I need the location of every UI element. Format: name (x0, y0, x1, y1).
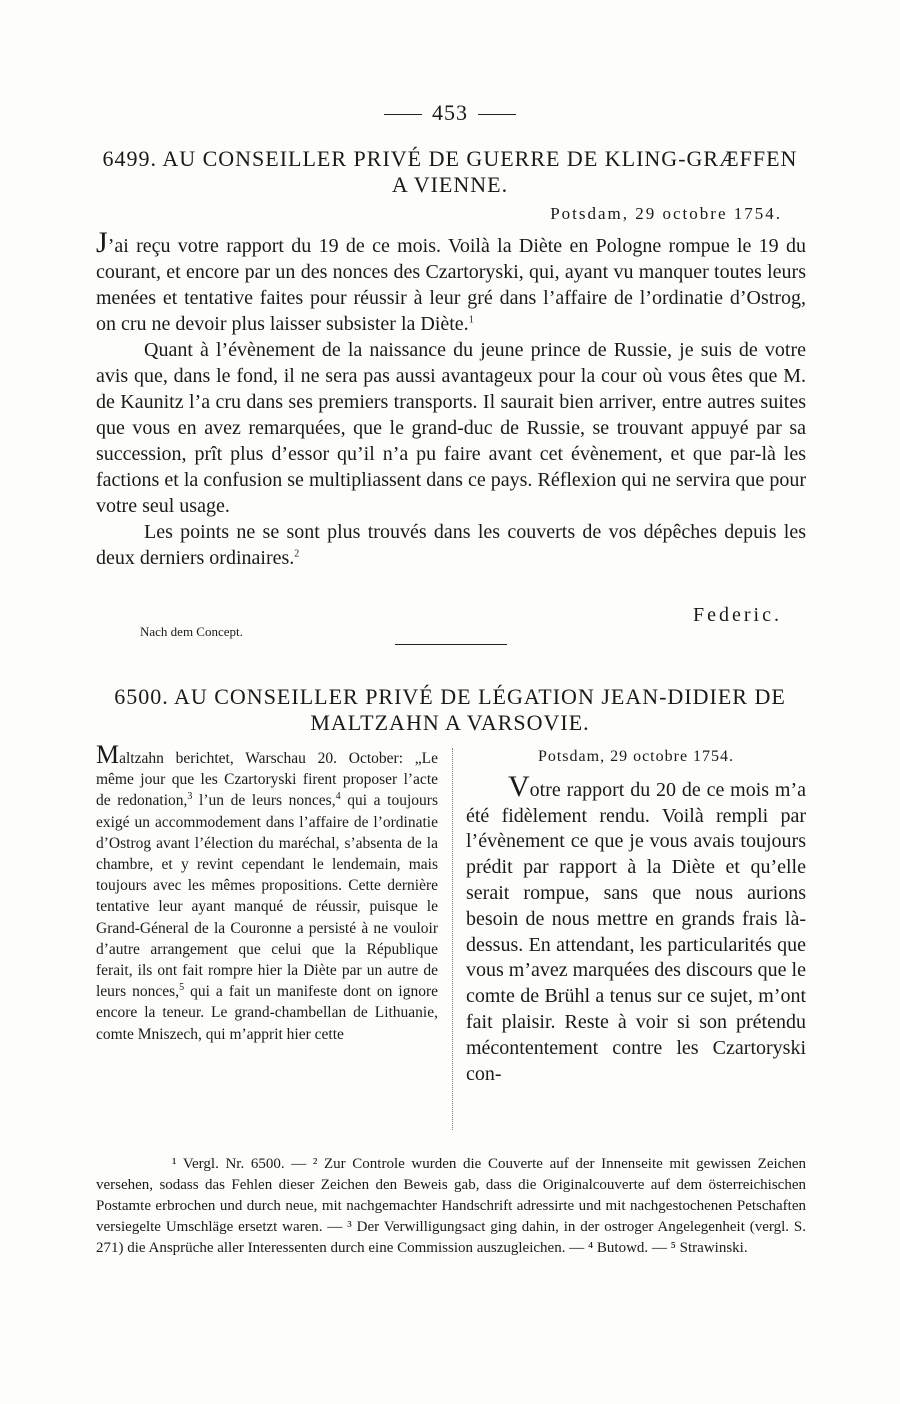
summary-text: qui a toujours exigé un accommodement dans l’affaire de l’ordinatie d’Ostrog avant l’élection du maréchal, s’absenta de la chambre, et y revint cependant le lendemain, mais toujours avec les mêmes propositions. Cette dernière tentative leur ayant manqué de réussir, puisque le Grand-Géneral de la Couronne a persisté à ne vouloir d’autre arrangement que celui que la République ferait, ils ont fait rompre hier la Diète par un autre de leurs nonces, (96, 792, 438, 1001)
rule-left (384, 114, 422, 115)
summary-text: l’un de leurs nonces, (192, 792, 336, 810)
summary-text: altzahn berichtet, Warschau 20. October: „Le même jour que les Czartoryski firent proposer l’acte de redonation, (96, 750, 438, 810)
summary-text: qui a fait un manifeste dont on ignore encore la teneur. Le grand-chambellan de Lithuanie, comte Mniszech, qui m’apprit hier cette (96, 983, 439, 1043)
signature: Federic. (693, 604, 782, 626)
footnote-ref: 4 (335, 791, 341, 803)
footnotes-text: ¹ Vergl. Nr. 6500. — ² Zur Controle wurden die Couverte auf der Innenseite mit gewissen Zeichen versehen, sodass das Fehlen dieser Zeichen den Beweis gab, dass die Originalcouverte auf dem österreichischen Postamte erbrochen und durch neue, mit nachgemachter Handschrift adressirte und mit nachgestochenen Petschaften versiegelte Umschläge ersetzt waren. — ³ Der Verwilligungsact ging dahin, in der ostroger Angelegenheit (vergl. S. 271) die Ansprüche aller Interessenten durch eine Commission auszugleichen. — ⁴ Butowd. — ⁵ Strawinski. (96, 1156, 806, 1256)
footnote-ref: 1 (468, 314, 474, 326)
section-divider (395, 644, 507, 645)
letter-6499-heading: 6499. AU CONSEILLER PRIVÉ DE GUERRE DE KLING-GRÆFFEN A VIENNE. (102, 146, 798, 197)
letter-6499-body (96, 226, 806, 571)
letter-6499-date: Potsdam, 29 octobre 1754. (550, 204, 782, 223)
footnote-ref: 2 (294, 548, 300, 560)
rule-right (478, 114, 516, 115)
drop-cap: V (508, 769, 530, 803)
letter-6500-date: Potsdam, 29 octobre 1754. (537, 748, 735, 765)
page-number-line (0, 100, 900, 126)
letter-6500-heading: 6500. AU CONSEILLER PRIVÉ DE LÉGATION JEAN-DIDIER DE MALTZAHN A VARSOVIE. (114, 684, 786, 735)
reply-text (466, 769, 806, 1088)
letter-6499-paragraph: Quant à l’évènement de la naissance du jeune prince de Russie, je suis de votre avis que, dans le fond, il ne sera pas aussi avantageux pour la cour où vous êtes que M. de Kaunitz l’a cru dans ses premiers transports. Il saurait bien arriver, entre autres suites que vous en avez remarquées, que le grand-duc de Russie, se trouvant appuyé par sa succession, prît plus d’essor qu’il n’a pu faire avant cet évènement, et que par-là les factions et la confusion se multipliassent dans ce pays. Réflexion qui ne servira que pour votre seul usage. (96, 339, 806, 517)
footnote-ref: 3 (187, 791, 193, 803)
reply-column (466, 744, 806, 1087)
report-summary (96, 740, 439, 1045)
paragraph-text: Les points ne se sont plus trouvés dans les couverts de vos dépêches depuis les deux derniers ordinaires. (96, 521, 806, 569)
paragraph-text: ’ai reçu votre rapport du 19 de ce mois. Voilà la Diète en Pologne rompue le 19 du courant, et encore par un des nonces des Czartoryski, qui, ayant vu manquer toutes leurs menées et tentative faites pour réussir à leur gré dans l’affaire de l’ordinatie d’Ostrog, on cru ne devoir plus laisser subsister la Diète. (96, 235, 806, 335)
column-separator (452, 748, 453, 1130)
drop-cap: J (96, 226, 108, 259)
footnote-ref: 5 (179, 982, 185, 994)
drop-cap: M (96, 740, 120, 769)
reply-paragraph: otre rapport du 20 de ce mois m’a été fidèlement rendu. Voilà rempli par l’évènement ce que je vous avais toujours prédit par rapport à la Diète et qu’elle serait rompue, sans que nous aurions besoin de nous mettre en grands frais là-dessus. En attendant, les particularités que vous m’avez marquées des discours que le comte de Brühl a tenus sur ce sujet, m’ont fait plaisir. Reste à voir si son prétendu mécontentement contre les Czartoryski con- (466, 778, 806, 1085)
footnotes (96, 1154, 806, 1259)
report-summary-column (96, 740, 439, 1045)
page-number: 453 (432, 100, 468, 125)
source-note: Nach dem Concept. (140, 624, 243, 639)
letter-6499-paragraph (96, 519, 806, 571)
letter-6499-paragraph (96, 226, 806, 337)
